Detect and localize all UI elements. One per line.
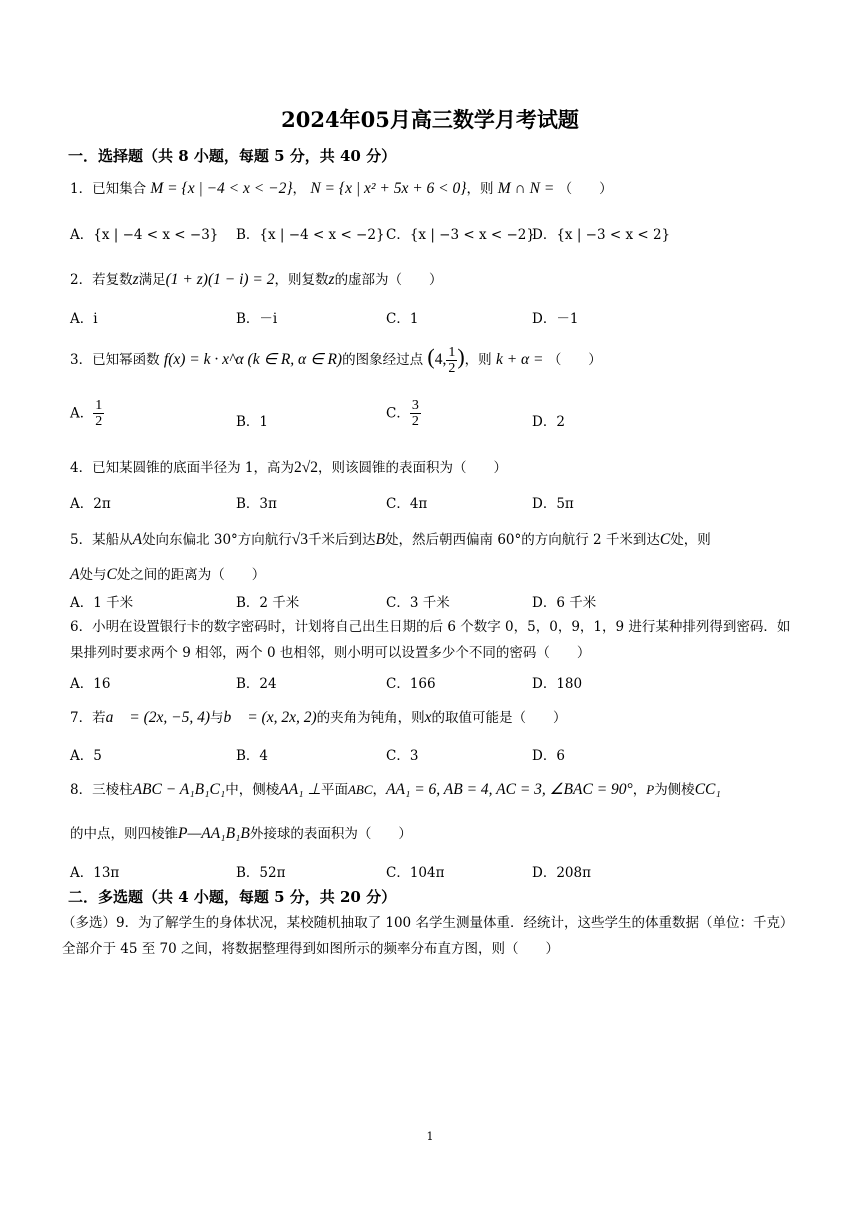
question-2 bbox=[70, 268, 443, 289]
q7-suffix-b: 的取值可能是（ ） bbox=[431, 710, 567, 726]
q8-plane: ABC bbox=[347, 782, 373, 797]
q5-text-f: 处与 bbox=[79, 567, 107, 583]
q1-prefix: 1．已知集合 bbox=[70, 181, 147, 197]
q8-prism: ABC − A₁B₁C₁ bbox=[132, 781, 226, 798]
q2-text-b: 满足 bbox=[138, 272, 166, 288]
q3-option-a-fraction bbox=[93, 398, 104, 430]
q3-expr: k + α = bbox=[495, 351, 544, 368]
q7-option-b: B．4 bbox=[236, 748, 269, 764]
q4-option-a: A．2π bbox=[70, 496, 111, 512]
q8-text-6: 的中点，则四棱锥 bbox=[70, 826, 178, 842]
q7-vector-a: a⃗ = (2x, −5, 4) bbox=[105, 709, 211, 726]
question-9: （多选）9．为了解学生的身体状况，某校随机抽取了 100 名学生测量体重．经统计，这些学生的体重数据（单位：千克）全部介于 45 至 70 之间，将数据整理得到如图所示的频率分布直方图，则（ ） bbox=[62, 915, 794, 957]
q3-option-d: D．2 bbox=[532, 414, 565, 430]
q5-option-a: A．1 千米 bbox=[70, 595, 134, 611]
question-3 bbox=[70, 344, 602, 376]
q6-option-a: A．16 bbox=[70, 676, 111, 692]
q3-option-c-fraction bbox=[410, 398, 421, 430]
q6-option-d: D．180 bbox=[532, 676, 583, 692]
q5-point-a-2: A bbox=[70, 566, 80, 583]
question-8-line-2 bbox=[70, 822, 412, 843]
q7-suffix-a: 的夹角为钝角，则 bbox=[316, 710, 425, 726]
q2-option-d: D．－1 bbox=[532, 311, 579, 327]
question-5-line-1 bbox=[70, 528, 711, 549]
q3-point-y-numerator: 1 bbox=[448, 344, 456, 360]
q3-left-paren: ( bbox=[427, 344, 435, 369]
q3-option-c-denominator: 2 bbox=[411, 414, 419, 430]
q5-option-c: C．3 千米 bbox=[386, 595, 450, 611]
q5-point-c: C bbox=[659, 531, 671, 548]
q5-distance: √3 bbox=[291, 531, 309, 548]
question-1 bbox=[70, 177, 613, 198]
q5-text-e: 处，则 bbox=[670, 532, 711, 548]
question-8-line-1 bbox=[70, 778, 721, 799]
q2-option-a: A．i bbox=[70, 311, 98, 327]
q3-point-y-denominator: 2 bbox=[448, 361, 456, 376]
q7-option-d: D．6 bbox=[532, 748, 565, 764]
q1-option-b: B．{x | −4 < x < −2} bbox=[236, 227, 385, 243]
q3-point-y-fraction bbox=[446, 345, 457, 377]
q4-prefix: 4．已知某圆锥的底面半径为 1，高为 bbox=[70, 460, 294, 476]
q8-conditions: AA₁ = 6, AB = 4, AC = 3, ∠BAC = 90° bbox=[386, 781, 633, 798]
q8-text-4: ， bbox=[632, 782, 647, 798]
q1-set-n: N = {x | x² + 5x + 6 < 0} bbox=[310, 180, 467, 197]
q8-pyramid: P—AA₁B₁B bbox=[178, 825, 250, 842]
q4-height: 2√2 bbox=[293, 459, 318, 476]
q3-option-c bbox=[386, 398, 421, 430]
q6-option-b: B．24 bbox=[236, 676, 277, 692]
q5-text-d: 处，然后朝西偏南 60°的方向航行 2 千米到达 bbox=[385, 532, 660, 548]
q2-variable-z: z bbox=[132, 271, 139, 288]
q3-option-a-numerator: 1 bbox=[95, 398, 103, 413]
q8-text-2: 平面 bbox=[320, 782, 348, 798]
q3-option-b: B．1 bbox=[236, 414, 269, 430]
q1-suffix: ，则 bbox=[466, 181, 494, 197]
q3-option-a-denominator: 2 bbox=[95, 414, 103, 430]
page-number: 1 bbox=[426, 1130, 434, 1143]
q8-option-a: A．13π bbox=[70, 865, 120, 881]
q8-option-c: C．104π bbox=[386, 865, 445, 881]
q3-answer-blank: （ ） bbox=[547, 352, 602, 368]
q4-suffix: ，则该圆锥的表面积为（ ） bbox=[318, 460, 507, 476]
q7-prefix: 7．若 bbox=[70, 710, 106, 726]
q8-edge: AA₁ ⊥ bbox=[279, 781, 321, 798]
q5-point-c-2: C bbox=[106, 566, 117, 583]
q3-option-c-numerator: 3 bbox=[411, 398, 419, 413]
question-5-line-2 bbox=[70, 563, 265, 584]
q7-variable-x: x bbox=[424, 709, 432, 726]
q8-text-7: 外接球的表面积为（ ） bbox=[249, 826, 412, 842]
q1-answer-blank: （ ） bbox=[558, 181, 613, 197]
question-4 bbox=[70, 456, 507, 477]
q3-right-paren: ) bbox=[457, 344, 465, 369]
section-heading-multiple-choice: 二．多选题（共 4 小题，每题 5 分，共 20 分） bbox=[68, 888, 397, 906]
q4-option-b: B．3π bbox=[236, 496, 277, 512]
q5-option-d: D．6 千米 bbox=[532, 595, 597, 611]
q8-option-d: D．208π bbox=[532, 865, 591, 881]
q5-text-g: 处之间的距离为（ ） bbox=[116, 567, 266, 583]
q1-expr: M ∩ N = bbox=[497, 180, 555, 197]
q2-equation: (1 + z)(1 − i) = 2 bbox=[165, 271, 275, 288]
q3-prefix: 3．已知幂函数 bbox=[70, 352, 160, 368]
q8-text-5: 为侧棱 bbox=[654, 782, 695, 798]
q3-option-a-label: A． bbox=[70, 405, 94, 422]
q2-text-c: ，则复数 bbox=[274, 272, 329, 288]
q2-option-c: C．1 bbox=[386, 311, 419, 327]
q1-option-d: D．{x | −3 < x < 2} bbox=[532, 227, 671, 243]
q4-option-d: D．5π bbox=[532, 496, 574, 512]
q1-set-m: M = {x | −4 < x < −2} bbox=[150, 180, 293, 197]
q8-text-1: 中，侧棱 bbox=[225, 782, 280, 798]
q5-text-c: 千米后到达 bbox=[308, 532, 376, 548]
q2-text-a: 2．若复数 bbox=[70, 272, 133, 288]
page-title: 2024年05月高三数学月考试题 bbox=[281, 107, 579, 132]
q8-text-3: ， bbox=[372, 782, 387, 798]
q3-point-comma: , bbox=[442, 351, 447, 368]
q1-mid: ， bbox=[292, 181, 307, 197]
section-heading-single-choice: 一．选择题（共 8 小题，每题 5 分，共 40 分） bbox=[68, 147, 397, 165]
q7-mid: 与 bbox=[210, 710, 224, 726]
q8-point-p: P bbox=[646, 782, 655, 797]
q4-option-c: C．4π bbox=[386, 496, 428, 512]
q3-function: f(x) = k · x^α (k ∈ R, α ∈ R) bbox=[163, 351, 343, 368]
q5-point-b: B bbox=[375, 531, 386, 548]
q5-text-b: 处向东偏北 30°方向航行 bbox=[142, 532, 292, 548]
q1-option-a: A．{x | −4 < x < −3} bbox=[70, 227, 219, 243]
q2-option-b: B．－i bbox=[236, 311, 278, 327]
q8-prefix: 8．三棱柱 bbox=[70, 782, 133, 798]
q2-text-d: 的虚部为（ ） bbox=[334, 272, 443, 288]
q7-vector-b: b⃗ = (x, 2x, 2) bbox=[223, 709, 317, 726]
q3-point-x: 4 bbox=[434, 351, 443, 368]
q3-option-a bbox=[70, 398, 104, 430]
q5-option-b: B．2 千米 bbox=[236, 595, 300, 611]
q5-point-a: A bbox=[132, 531, 143, 548]
q5-text-a: 5．某船从 bbox=[70, 532, 133, 548]
q8-edge-cc1: CC₁ bbox=[694, 781, 721, 798]
q1-option-c: C．{x | −3 < x < −2} bbox=[386, 227, 535, 243]
q8-option-b: B．52π bbox=[236, 865, 286, 881]
q7-option-a: A．5 bbox=[70, 748, 102, 764]
q3-mid: 的图象经过点 bbox=[342, 352, 424, 368]
q6-option-c: C．166 bbox=[386, 676, 436, 692]
question-7 bbox=[70, 706, 567, 727]
q2-variable-z-2: z bbox=[328, 271, 335, 288]
question-6: 6．小明在设置银行卡的数字密码时，计划将自己出生日期的后 6 个数字 0，5，0，9，1，9 进行某种排列得到密码．如果排列时要求两个 9 相邻，两个 0 也相邻，则小明可以设置多少个不同的密码（ ） bbox=[70, 619, 791, 661]
q3-option-c-label: C． bbox=[386, 405, 410, 422]
q7-option-c: C．3 bbox=[386, 748, 419, 764]
q3-suffix: ，则 bbox=[464, 352, 492, 368]
